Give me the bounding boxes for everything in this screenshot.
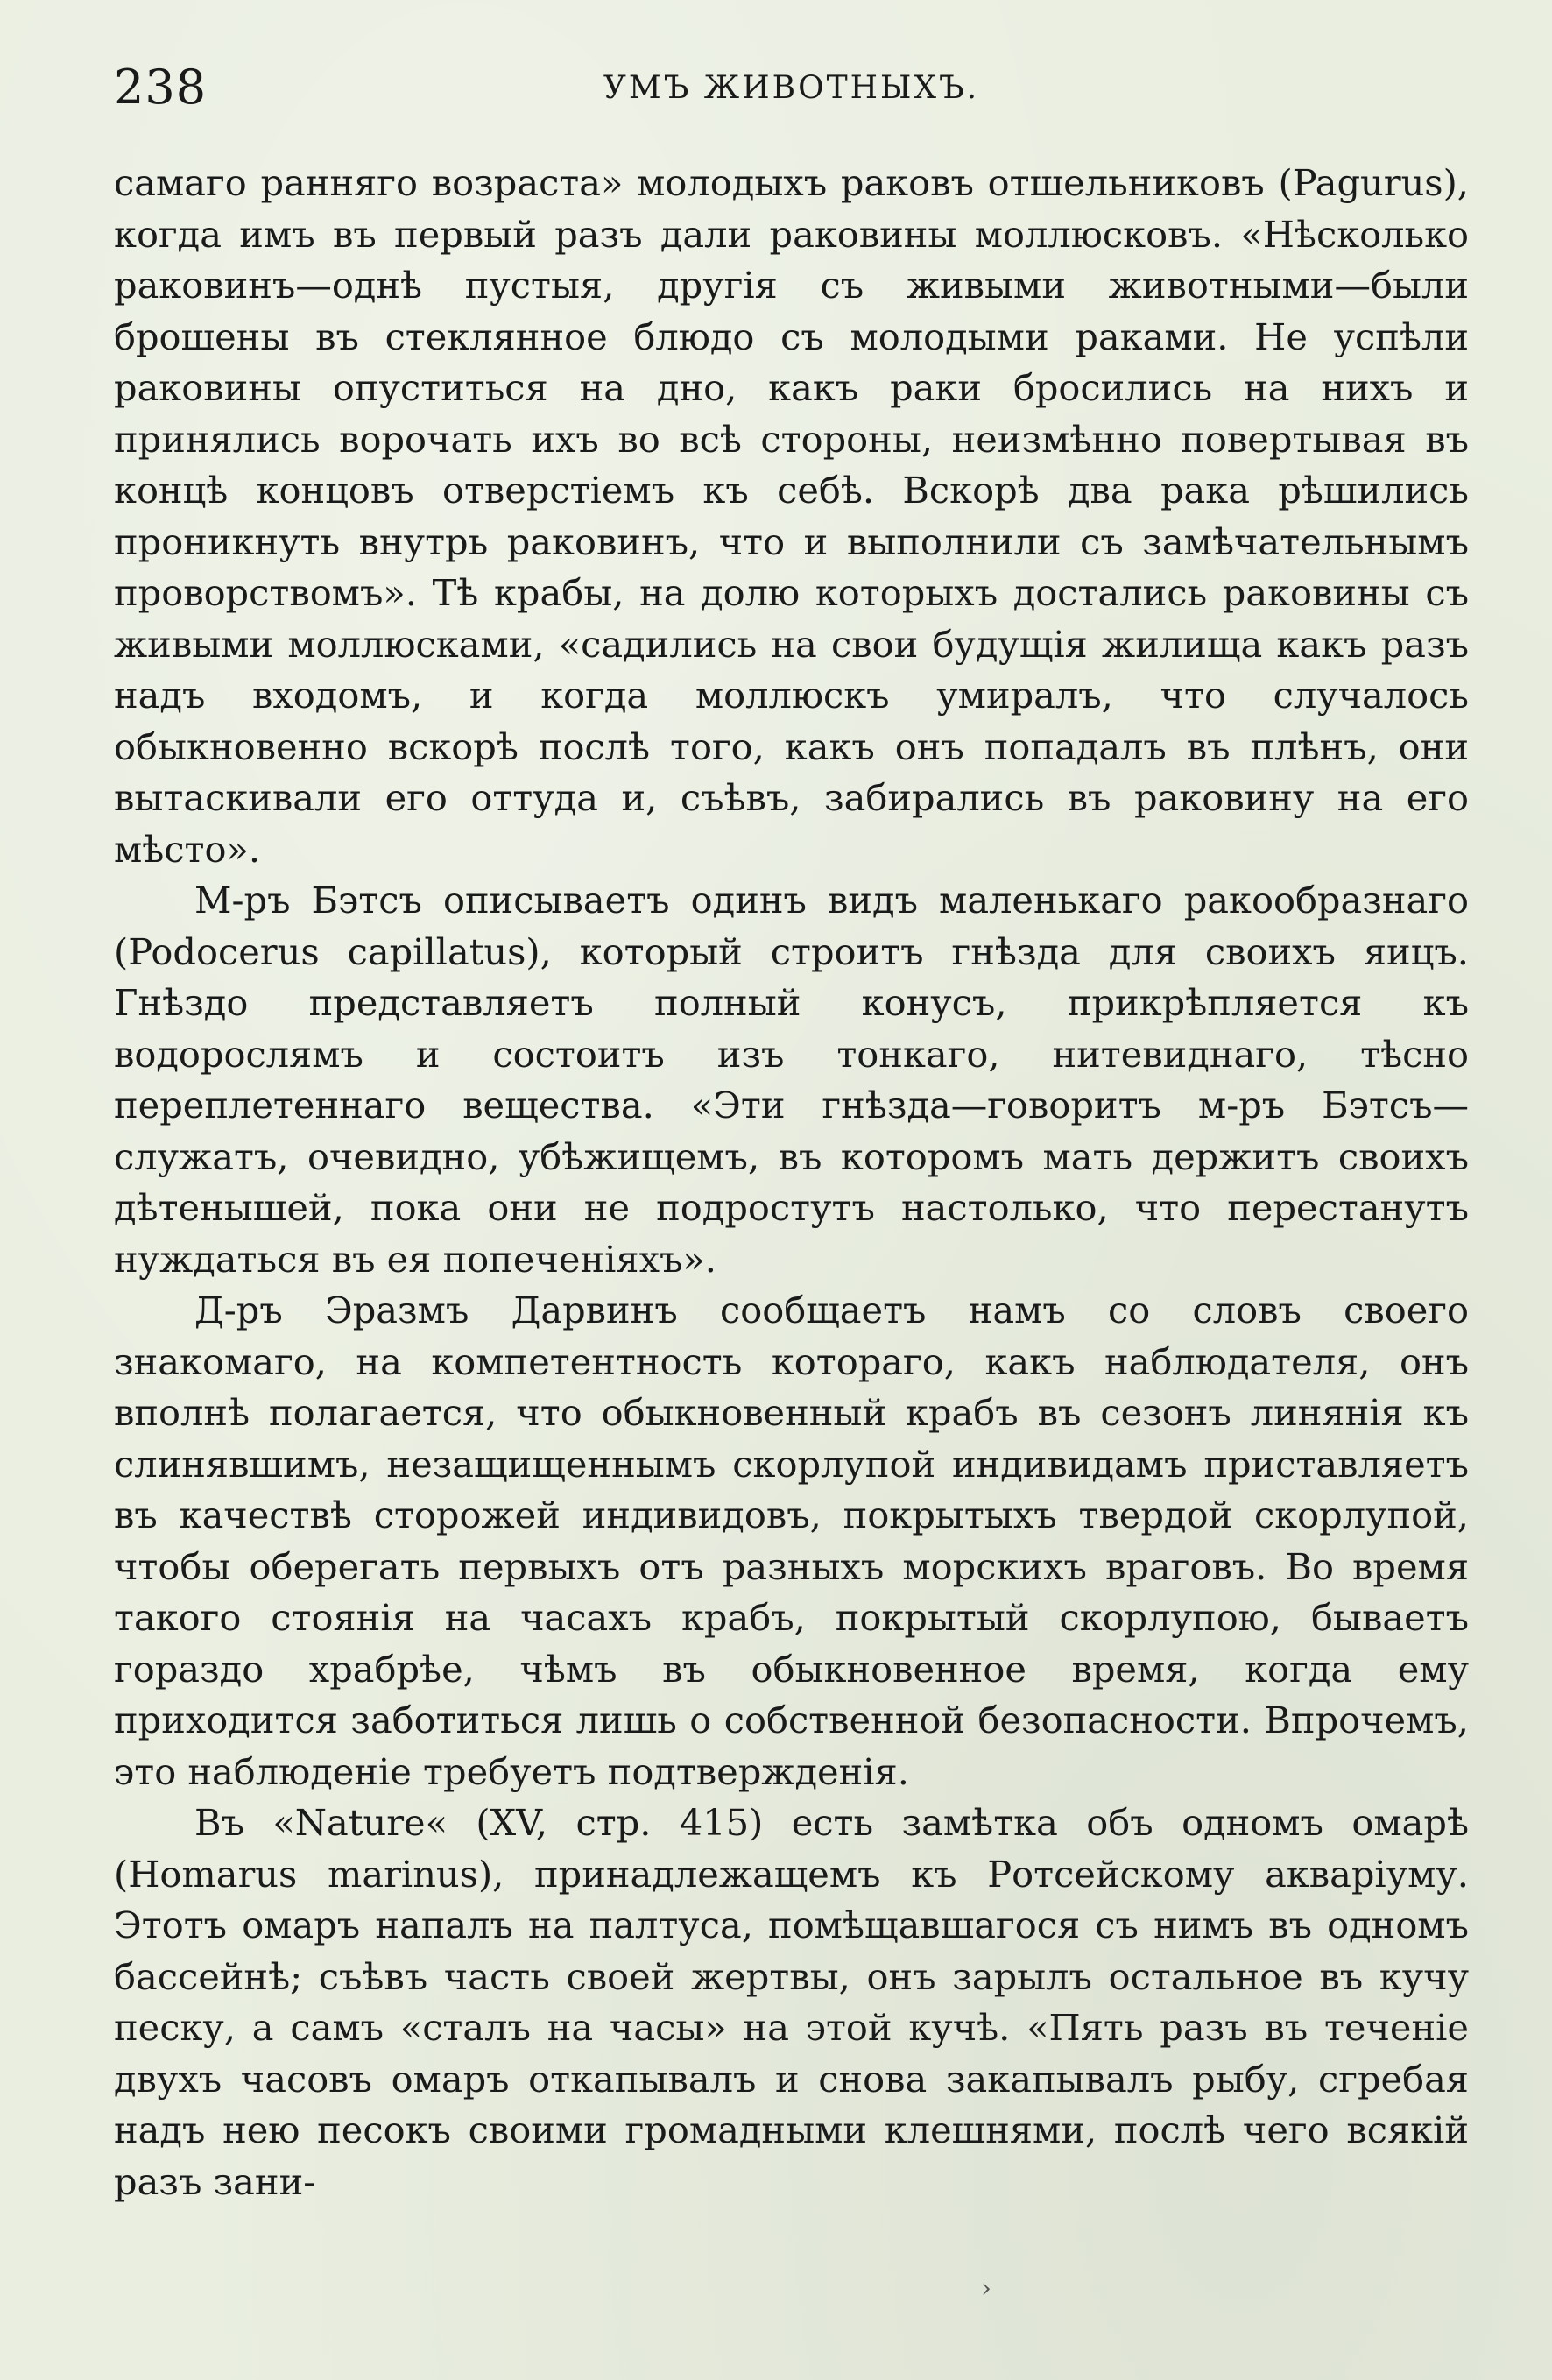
paragraph-4: Въ «Nature« (XV, стр. 415) есть замѣтка объ одномъ омарѣ (Homarus marinus), принадлежащемъ къ Ротсейскому акваріуму. Этотъ омаръ напалъ на палтуса, помѣщавшагося съ нимъ въ одномъ бассейнѣ; съѣвъ часть своей жертвы, онъ зарылъ остальное въ кучу песку, а самъ «сталъ на часы» на этой кучѣ. «Пять разъ въ теченіе двухъ часовъ омаръ откапывалъ и снова закапывалъ рыбу, сгребая надъ нею песокъ своими громадными клешнями, послѣ чего всякій разъ зани- bbox=[114, 1801, 1469, 2203]
running-title: УМЪ ЖИВОТНЫХЪ. bbox=[603, 70, 980, 106]
running-head bbox=[114, 35, 1469, 131]
footer-mark: › bbox=[981, 2273, 991, 2304]
paragraph-3: Д-ръ Эразмъ Дарвинъ сообщаетъ намъ со словъ своего знакомаго, на компетентность котораго, какъ наблюдателя, онъ вполнѣ полагается, что обыкновенный крабъ въ сезонъ линянія къ слинявшимъ, незащищеннымъ скорлупой индивидамъ приставляетъ въ качествѣ сторожей индивидовъ, покрытыхъ твердой скорлупой, чтобы оберегать первыхъ отъ разныхъ морскихъ враговъ. Во время такого стоянія на часахъ крабъ, покрытый скорлупою, бываетъ гораздо храбрѣе, чѣмъ въ обыкновенное время, когда ему приходится заботиться лишь о собственной безопасности. Впрочемъ, это наблюденіе требуетъ подтвержденія. bbox=[114, 1289, 1469, 1793]
page-number: 238 bbox=[114, 60, 208, 115]
paragraph-1: самаго ранняго возраста» молодыхъ раковъ отшельниковъ (Pagurus), когда имъ въ первый разъ дали раковины моллюсковъ. «Нѣсколько раковинъ—однѣ пустыя, другія съ живыми животными—были брошены въ стеклянное блюдо съ молодыми раками. Не успѣли раковины опуститься на дно, какъ раки бросились на нихъ и принялись ворочать ихъ во всѣ стороны, неизмѣнно повертывая въ концѣ концовъ отверстіемъ къ себѣ. Вскорѣ два рака рѣшились проникнуть внутрь раковинъ, что и выполнили съ замѣчательнымъ проворствомъ». Тѣ крабы, на долю которыхъ достались раковины съ живыми моллюсками, «садились на свои будущія жилища какъ разъ надъ входомъ, и когда моллюскъ умиралъ, что случалось обыкновенно вскорѣ послѣ того, какъ онъ попадалъ въ плѣнъ, они вытаскивали его оттуда и, съѣвъ, забирались въ раковину на его мѣсто». bbox=[114, 161, 1469, 871]
body-text bbox=[114, 158, 1469, 2207]
paragraph-2: М-ръ Бэтсъ описываетъ одинъ видъ маленькаго ракообразнаго (Podocerus capillatus), который строитъ гнѣзда для своихъ яицъ. Гнѣздо представляетъ полный конусъ, прикрѣпляется къ водорослямъ и состоитъ изъ тонкаго, нитевиднаго, тѣсно переплетеннаго вещества. «Эти гнѣзда—говоритъ м-ръ Бэтсъ—служатъ, очевидно, убѣжищемъ, въ которомъ мать держитъ своихъ дѣтенышей, пока они не подростутъ настолько, что перестанутъ нуждаться въ ея попеченіяхъ». bbox=[114, 879, 1469, 1281]
